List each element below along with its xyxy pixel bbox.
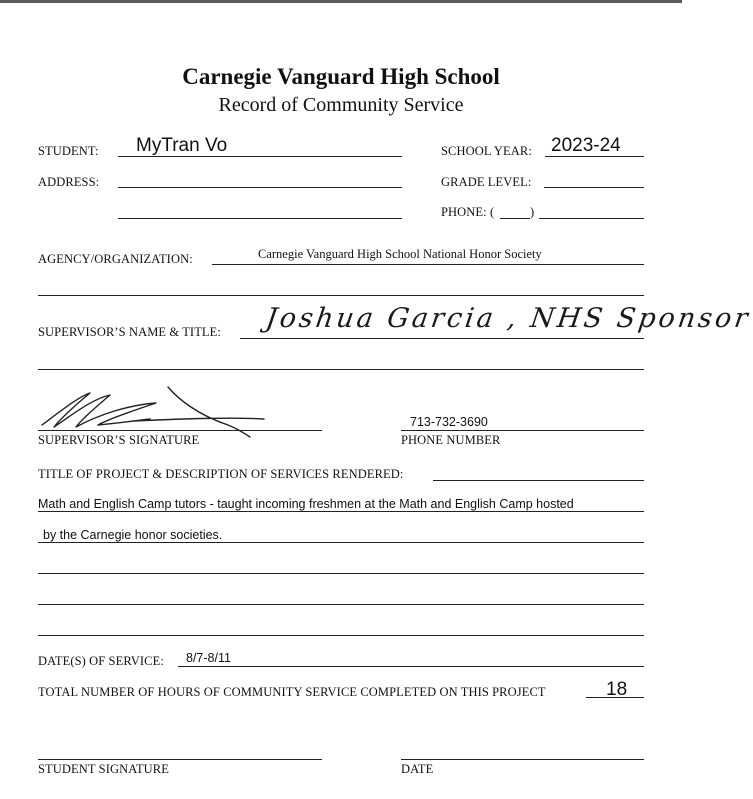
phone-label: PHONE: ( <box>441 205 495 219</box>
project-line-4[interactable] <box>38 604 644 605</box>
school-name: Carnegie Vanguard High School <box>182 64 500 89</box>
date-line[interactable] <box>401 759 644 760</box>
total-hours-field[interactable]: 18 <box>606 679 628 700</box>
page-top-border <box>0 0 682 3</box>
dates-of-service-label: DATE(S) OF SERVICE: <box>38 654 164 668</box>
school-year-field[interactable]: 2023-24 <box>551 135 621 156</box>
address-line-1[interactable] <box>118 187 402 188</box>
supervisor-signature-scribble <box>38 385 278 440</box>
address-line-2[interactable] <box>118 218 402 219</box>
supervisor-phone-line <box>401 430 644 431</box>
grade-level-line[interactable] <box>544 187 644 188</box>
date-label: DATE <box>401 762 434 776</box>
supervisor-signature-line[interactable] <box>38 430 322 431</box>
student-signature-label: STUDENT SIGNATURE <box>38 762 169 776</box>
total-hours-label: TOTAL NUMBER OF HOURS OF COMMUNITY SERVICE COMPLETED ON THIS PROJECT <box>38 685 546 699</box>
project-line-1 <box>38 511 644 512</box>
phone-close-paren: ) <box>530 205 535 219</box>
agency-label: AGENCY/ORGANIZATION: <box>38 252 193 266</box>
project-title-line[interactable] <box>433 480 644 481</box>
dates-of-service-field[interactable]: 8/7-8/11 <box>186 651 231 665</box>
form-title: Record of Community Service <box>218 94 464 116</box>
agency-line-2[interactable] <box>38 295 644 296</box>
student-label: STUDENT: <box>38 144 99 158</box>
supervisor-signature-label: SUPERVISOR’S SIGNATURE <box>38 433 200 447</box>
supervisor-name-field[interactable]: Joshua Garcia , NHS Sponsor <box>263 303 753 334</box>
grade-level-label: GRADE LEVEL: <box>441 175 532 189</box>
phone-number-line[interactable] <box>539 218 644 219</box>
project-line-2 <box>38 542 644 543</box>
dates-of-service-line <box>178 666 644 667</box>
student-signature-line[interactable] <box>38 759 322 760</box>
project-line-3[interactable] <box>38 573 644 574</box>
project-description-line-1[interactable]: Math and English Camp tutors - taught incoming freshmen at the Math and English Camp hosted <box>38 497 574 511</box>
phone-number-label: PHONE NUMBER <box>401 433 501 447</box>
supervisor-phone-field[interactable]: 713-732-3690 <box>410 415 488 429</box>
supervisor-name-label: SUPERVISOR’S NAME & TITLE: <box>38 325 221 339</box>
supervisor-name-line <box>240 338 644 339</box>
project-line-5[interactable] <box>38 635 644 636</box>
supervisor-title-line[interactable] <box>38 369 644 370</box>
project-label: TITLE OF PROJECT & DESCRIPTION OF SERVICES RENDERED: <box>38 467 404 481</box>
project-description-line-2[interactable]: by the Carnegie honor societies. <box>43 528 223 542</box>
phone-area-code-line[interactable] <box>500 218 530 219</box>
agency-field[interactable]: Carnegie Vanguard High School National Honor Society <box>258 247 542 261</box>
agency-line <box>212 264 644 265</box>
school-year-label: SCHOOL YEAR: <box>441 144 532 158</box>
student-name-field[interactable]: MyTran Vo <box>136 135 228 156</box>
address-label: ADDRESS: <box>38 175 100 189</box>
